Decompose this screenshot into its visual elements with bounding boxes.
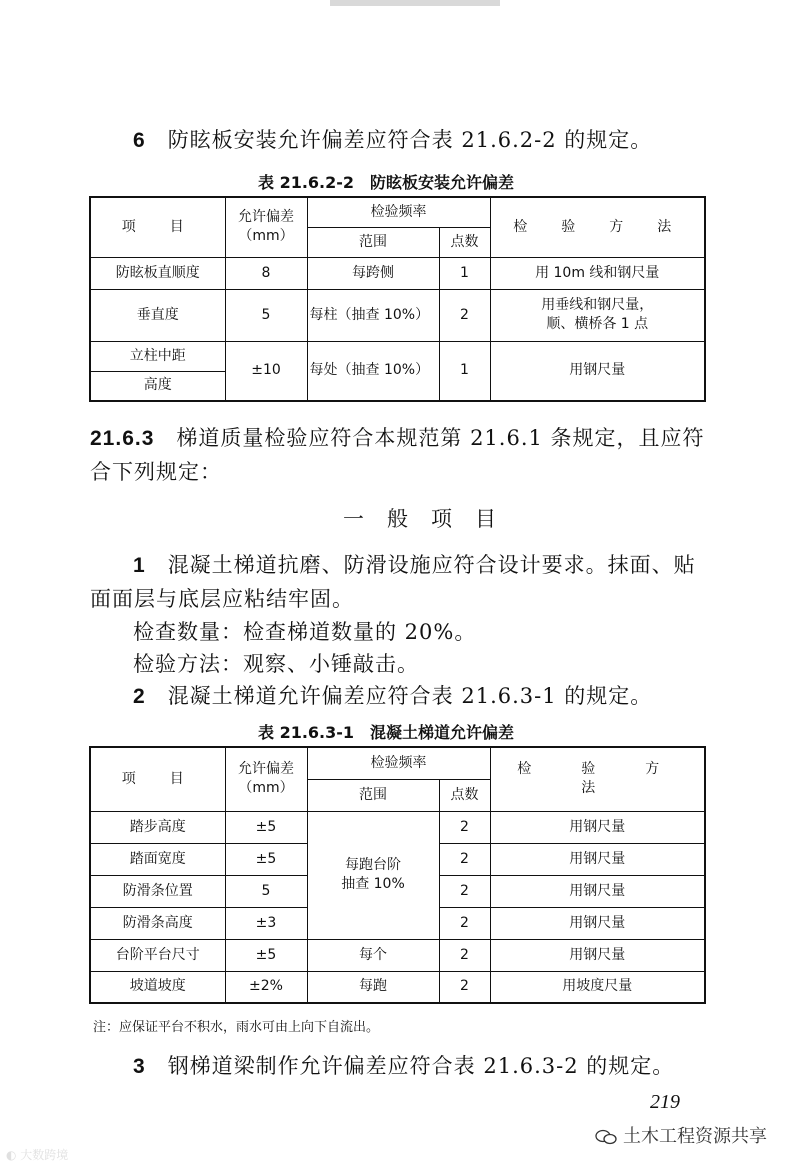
cell-points: 2 xyxy=(439,289,490,341)
item-2-paragraph xyxy=(133,680,652,710)
cell-method: 用 10m 线和钢尺量 xyxy=(490,257,705,289)
cell-range: 每柱（抽查 10%） xyxy=(307,289,439,341)
cell-method: 用钢尺量 xyxy=(490,341,705,401)
cell-tolerance: 5 xyxy=(225,875,307,907)
item-3-paragraph xyxy=(133,1050,674,1080)
item-3-number: 3 xyxy=(133,1055,146,1078)
cell-range: 每处（抽查 10%） xyxy=(307,341,439,401)
table-row xyxy=(90,289,705,341)
check-quantity: 检查数量：检查梯道数量的 20%。 xyxy=(133,620,477,644)
t1-header-frequency: 检验频率 xyxy=(307,197,490,227)
item-1-text: 混凝土梯道抗磨、防滑设施应符合设计要求。抹面、贴 xyxy=(167,553,696,577)
cell-method: 用钢尺量 xyxy=(490,811,705,843)
watermark-account xyxy=(595,1122,767,1148)
clause-21-6-3-line2: 合下列规定： xyxy=(90,460,222,484)
table2-note: 注：应保证平台不积水，雨水可由上向下自流出。 xyxy=(93,1020,380,1035)
table-row xyxy=(90,257,705,289)
table-anti-glare-tolerance xyxy=(89,196,706,402)
item-6-paragraph xyxy=(133,124,652,154)
watermark-logo-icon: ◐ xyxy=(6,1148,21,1162)
cell-tolerance: ±5 xyxy=(225,843,307,875)
cell-method: 用钢尺量 xyxy=(490,907,705,939)
cell-tolerance: ±10 xyxy=(225,341,307,401)
cell-points: 1 xyxy=(439,341,490,401)
cell-item: 踏面宽度 xyxy=(90,843,225,875)
cell-points: 2 xyxy=(439,843,490,875)
wechat-icon xyxy=(595,1129,617,1145)
top-scan-mark xyxy=(330,0,500,6)
cell-item: 台阶平台尺寸 xyxy=(90,939,225,971)
cell-points: 1 xyxy=(439,257,490,289)
cell-method: 用钢尺量 xyxy=(490,875,705,907)
cell-tolerance: ±5 xyxy=(225,939,307,971)
page-number: 219 xyxy=(650,1091,680,1113)
cell-method: 用坡度尺量 xyxy=(490,971,705,1003)
cell-range: 每跨侧 xyxy=(307,257,439,289)
cell-points: 2 xyxy=(439,907,490,939)
cell-item: 防眩板直顺度 xyxy=(90,257,225,289)
cell-range: 每个 xyxy=(307,939,439,971)
table-concrete-stair-tolerance xyxy=(89,746,710,1004)
t2-header-range: 范围 xyxy=(307,779,439,811)
table-row xyxy=(90,939,705,971)
general-items-heading: 一 般 项 目 xyxy=(343,507,497,531)
cell-item: 立柱中距 xyxy=(90,341,225,371)
item-2-number: 2 xyxy=(133,685,146,708)
t1-header-item: 项 目 xyxy=(90,197,225,257)
t1-header-method: 检 验 方 法 xyxy=(490,197,705,257)
cell-tolerance: ±3 xyxy=(225,907,307,939)
cell-method: 用钢尺量 xyxy=(490,843,705,875)
watermark-corner-text: 大数跨境 xyxy=(20,1148,69,1162)
table-row xyxy=(90,971,705,1003)
check-method: 检验方法：观察、小锤敲击。 xyxy=(133,652,419,676)
cell-points: 2 xyxy=(439,875,490,907)
cell-tolerance: 5 xyxy=(225,289,307,341)
cell-item: 防滑条高度 xyxy=(90,907,225,939)
t1-header-tolerance: 允许偏差 （mm） xyxy=(225,197,307,257)
cell-method: 用钢尺量 xyxy=(490,939,705,971)
cell-tolerance: ±5 xyxy=(225,811,307,843)
t2-header-item: 项 目 xyxy=(90,747,225,811)
cell-item: 踏步高度 xyxy=(90,811,225,843)
cell-item: 防滑条位置 xyxy=(90,875,225,907)
cell-points: 2 xyxy=(439,811,490,843)
table1-caption: 表 21.6.2-2 防眩板安装允许偏差 xyxy=(258,173,515,192)
table2-caption: 表 21.6.3-1 混凝土梯道允许偏差 xyxy=(258,723,515,742)
watermark-corner xyxy=(6,1146,68,1163)
clause-21-6-3-line1 xyxy=(90,422,705,452)
item-3-text: 钢梯道梁制作允许偏差应符合表 21.6.3-2 的规定。 xyxy=(167,1054,675,1078)
cell-tolerance: 8 xyxy=(225,257,307,289)
t2-header-points: 点数 xyxy=(439,779,490,811)
t2-header-method: 检 验 方 法 xyxy=(490,747,705,811)
t2-header-frequency: 检验频率 xyxy=(307,747,490,779)
cell-range-merged: 每跑台阶 抽查 10% xyxy=(307,811,439,939)
cell-range: 每跑 xyxy=(307,971,439,1003)
watermark-account-text: 土木工程资源共享 xyxy=(623,1126,767,1147)
clause-text: 梯道质量检验应符合本规范第 21.6.1 条规定，且应符 xyxy=(176,426,705,450)
cell-method: 用垂线和钢尺量， 顺、横桥各 1 点 xyxy=(490,289,705,341)
item-1-line1 xyxy=(133,549,696,579)
item-6-text: 防眩板安装允许偏差应符合表 21.6.2-2 的规定。 xyxy=(167,128,653,152)
table-row xyxy=(90,341,705,371)
cell-points: 2 xyxy=(439,939,490,971)
t1-header-points: 点数 xyxy=(439,227,490,257)
item-1-line2: 面面层与底层应粘结牢固。 xyxy=(90,587,354,611)
item-6-number: 6 xyxy=(133,129,146,152)
cell-item: 坡道坡度 xyxy=(90,971,225,1003)
cell-tolerance: ±2% xyxy=(225,971,307,1003)
cell-points: 2 xyxy=(439,971,490,1003)
cell-item: 高度 xyxy=(90,371,225,401)
t2-header-tolerance: 允许偏差 （mm） xyxy=(225,747,307,811)
cell-item: 垂直度 xyxy=(90,289,225,341)
clause-number: 21.6.3 xyxy=(90,427,155,450)
item-2-text: 混凝土梯道允许偏差应符合表 21.6.3-1 的规定。 xyxy=(167,684,653,708)
t1-header-range: 范围 xyxy=(307,227,439,257)
table-row xyxy=(90,811,705,843)
item-1-number: 1 xyxy=(133,554,146,577)
